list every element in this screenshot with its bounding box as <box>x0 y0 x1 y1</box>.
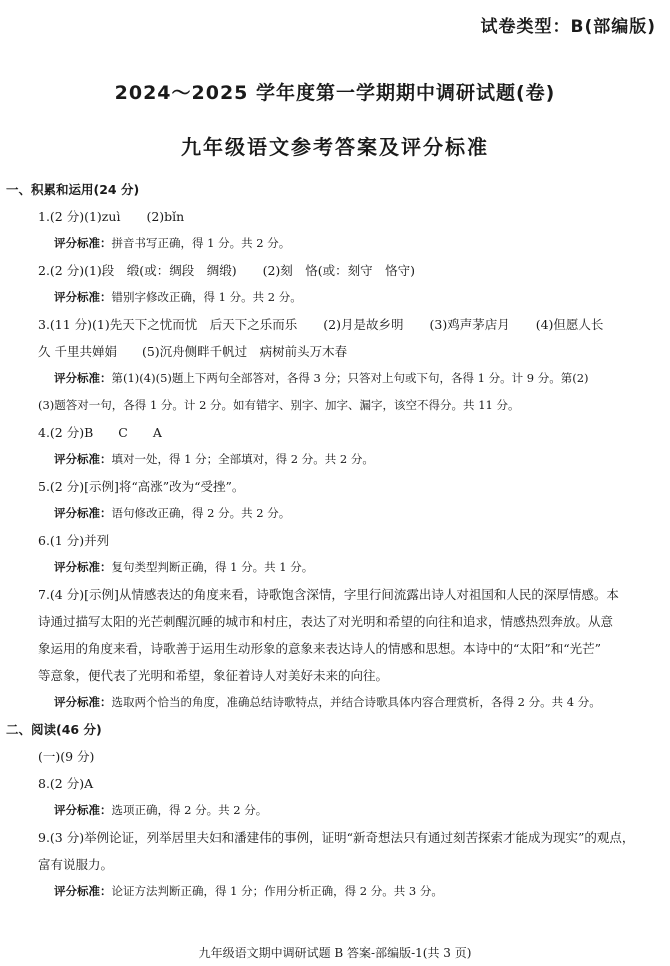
question-7-scoring <box>6 689 658 716</box>
answer-content <box>6 176 658 905</box>
question-9-answer-line2: 富有说服力。 <box>38 857 114 872</box>
question-7-answer-line1: 7.(4 分)[示例]从情感表达的角度来看，诗歌饱含深情，字里行间流露出诗人对祖国和人民的深厚情感。本 <box>38 587 619 602</box>
scoring-text: 拼音书写正确，得 1 分。共 2 分。 <box>111 236 291 250</box>
question-8-scoring <box>6 797 658 824</box>
scoring-text: 第(1)(4)(5)题上下两句全部答对，各得 3 分；只答对上句或下句，各得 1 分。计 9 分。第(2) <box>111 371 589 385</box>
document-subtitle: 九年级语文参考答案及评分标准 <box>181 135 489 159</box>
question-2-answer <box>6 257 658 284</box>
scoring-label: 评分标准： <box>54 695 112 709</box>
question-7-answer-line4: 等意象，便代表了光明和希望，象征着诗人对美好未来的向往。 <box>38 668 389 683</box>
scoring-label: 评分标准： <box>54 371 112 385</box>
question-4-answer: 4.(2 分)B C A <box>38 425 162 440</box>
scoring-text: 论证方法判断正确，得 1 分；作用分析正确，得 2 分。共 3 分。 <box>111 884 443 898</box>
q3-answer-part1: 3.(11 分)(1)先天下之忧而忧 后天下之乐而乐 <box>38 317 298 332</box>
question-3-answer-line1 <box>6 311 658 338</box>
scoring-text: 填对一处，得 1 分；全部填对，得 2 分。共 2 分。 <box>111 452 374 466</box>
question-1-scoring <box>6 230 658 257</box>
question-6-answer: 6.(1 分)并列 <box>38 533 110 548</box>
question-3-scoring-line2: (3)题答对一句，各得 1 分。计 2 分。如有错字、别字、加字、漏字，该空不得分。共 11 分。 <box>38 398 520 412</box>
question-2-scoring <box>6 284 658 311</box>
question-3-answer-line2: 久 千里共婵娟 (5)沉舟侧畔千帆过 病树前头万木春 <box>38 344 348 359</box>
scoring-label: 评分标准： <box>54 803 112 817</box>
question-3-scoring-line1 <box>6 365 658 392</box>
scoring-text: 复句类型判断正确，得 1 分。共 1 分。 <box>111 560 314 574</box>
question-7-answer-line3: 象运用的角度来看，诗歌善于运用生动形象的意象来表达诗人的情感和思想。本诗中的“太阳”和“光芒” <box>38 641 602 656</box>
page-footer: 九年级语文期中调研试题 B 答案-部编版-1(共 3 页) <box>198 946 472 960</box>
q3-answer-part4: (4)但愿人长 <box>535 317 604 332</box>
section-heading-reading: 二、阅读(46 分) <box>6 722 102 737</box>
question-5-answer: 5.(2 分)[示例]将“高涨”改为“受挫”。 <box>38 479 245 494</box>
q1-answer-part2: (2)bǐn <box>146 209 185 224</box>
reading-part-1-heading: (一)(9 分) <box>38 749 95 764</box>
scoring-text: 选取两个恰当的角度，准确总结诗歌特点，并结合诗歌具体内容合理赏析，各得 2 分。共 4 分。 <box>111 695 601 709</box>
section-heading-accumulation: 一、积累和运用(24 分) <box>6 182 140 197</box>
q3-answer-part2: (2)月是故乡明 <box>323 317 404 332</box>
question-9-answer-line1: 9.(3 分)举例论证，列举居里夫妇和潘建伟的事例，证明“新奇想法只有通过刻苦探索才能成为现实”的观点， <box>38 830 635 845</box>
question-5-scoring <box>6 500 658 527</box>
question-6-scoring <box>6 554 658 581</box>
scoring-label: 评分标准： <box>54 506 112 520</box>
scoring-text: 语句修改正确，得 2 分。共 2 分。 <box>111 506 291 520</box>
q3-answer-part3: (3)鸡声茅店月 <box>429 317 510 332</box>
q2-answer-part2: (2)刻 恪(或：刻守 恪守) <box>262 263 416 278</box>
paper-type-label: 试卷类型：B(部编版) <box>480 17 656 37</box>
scoring-text: 错别字修改正确，得 1 分。共 2 分。 <box>111 290 302 304</box>
scoring-label: 评分标准： <box>54 884 112 898</box>
document-title: 2024～2025 学年度第一学期期中调研试题(卷) <box>114 82 556 104</box>
scoring-label: 评分标准： <box>54 452 112 466</box>
question-8-answer: 8.(2 分)A <box>38 776 94 791</box>
question-4-scoring <box>6 446 658 473</box>
question-1-answer <box>6 203 658 230</box>
scoring-label: 评分标准： <box>54 560 112 574</box>
question-7-answer-line2: 诗通过描写太阳的光芒刺醒沉睡的城市和村庄，表达了对光明和希望的向往和追求，情感热烈奔放。从意 <box>38 614 614 629</box>
scoring-text: 选项正确，得 2 分。共 2 分。 <box>111 803 268 817</box>
q2-answer-part1: 2.(2 分)(1)段 缎(或：绸段 绸缎) <box>38 263 237 278</box>
question-9-scoring <box>6 878 658 905</box>
scoring-label: 评分标准： <box>54 236 112 250</box>
q1-answer-part1: 1.(2 分)(1)zuì <box>38 209 121 224</box>
scoring-label: 评分标准： <box>54 290 112 304</box>
